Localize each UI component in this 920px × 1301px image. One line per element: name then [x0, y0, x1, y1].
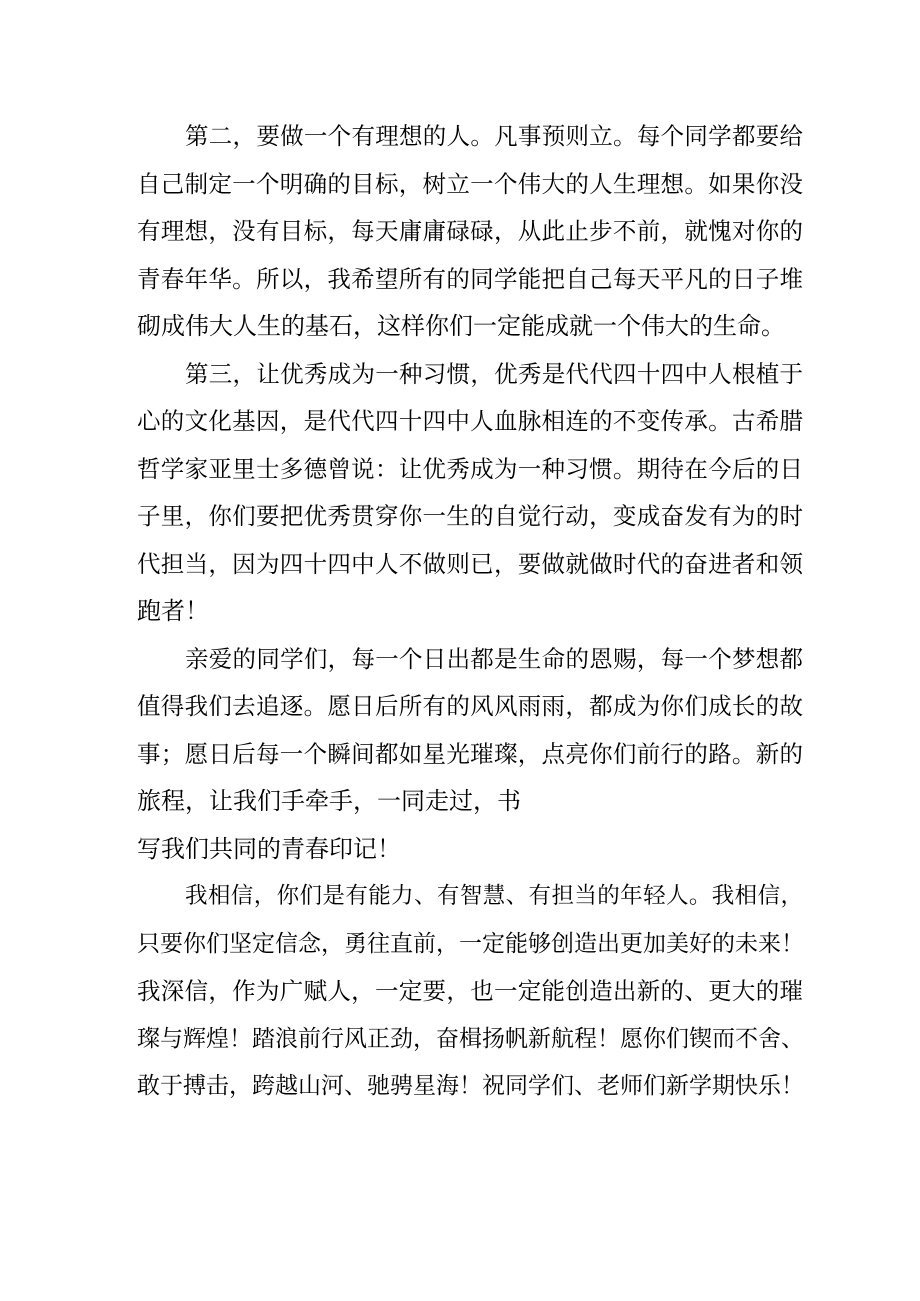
text-line: 我深信，作为广赋人，一定要，也一定能创造出新的、更大的璀 — [137, 977, 803, 1005]
text-line: 只要你们坚定信念，勇往直前，一定能够创造出更加美好的未来！ — [137, 930, 804, 957]
text-line: 子里，你们要把优秀贯穿你一生的自觉行动，变成奋发有为的时 — [137, 502, 803, 530]
text-line: 砌成伟大人生的基石，这样你们一定能成就一个伟大的生命。 — [137, 312, 785, 340]
text-line: 青春年华。所以，我希望所有的同学能把自己每天平凡的日子堆 — [137, 264, 803, 293]
text-line: 第二，要做一个有理想的人。凡事预则立。每个同学都要给 — [185, 122, 803, 150]
paragraph-belief — [137, 873, 803, 1111]
document-body — [137, 113, 803, 1111]
text-line: 亲爱的同学们，每一个日出都是生命的恩赐，每一个梦想都 — [185, 644, 803, 673]
paragraph-dear-students — [137, 636, 803, 874]
paragraph-ideals — [137, 113, 803, 351]
text-line: 心的文化基因，是代代四十四中人血脉相连的不变传承。古希腊 — [137, 407, 803, 435]
text-line: 代担当，因为四十四中人不做则已，要做就做时代的奋进者和领 — [137, 549, 803, 578]
text-line: 有理想，没有目标，每天庸庸碌碌，从此止步不前，就愧对你的 — [137, 217, 803, 245]
text-line: 跑者！ — [137, 597, 209, 625]
text-line: 璨与辉煌！踏浪前行风正劲，奋楫扬帆新航程！愿你们锲而不舍、 — [137, 1025, 804, 1052]
text-line: 自己制定一个明确的目标，树立一个伟大的人生理想。如果你没 — [137, 169, 803, 198]
text-line: 值得我们去追逐。愿日后所有的风风雨雨，都成为你们成长的故 — [137, 692, 803, 720]
text-line: 哲学家亚里士多德曾说：让优秀成为一种习惯。期待在今后的日 — [137, 454, 803, 483]
text-line: 写我们共同的青春印记！ — [137, 834, 401, 863]
text-line: 敢于搏击，跨越山河、驰骋星海！祝同学们、老师们新学期快乐！ — [137, 1073, 804, 1099]
text-line: 事；愿日后每一个瞬间都如星光璀璨，点亮你们前行的路。新的 — [137, 739, 803, 768]
text-line: 我相信，你们是有能力、有智慧、有担当的年轻人。我相信， — [185, 883, 803, 909]
text-line: 旅程，让我们手牵手，一同走过，书 — [137, 787, 521, 815]
text-line: 第三，让优秀成为一种习惯，优秀是代代四十四中人根植于 — [185, 359, 803, 388]
paragraph-excellence — [137, 351, 803, 636]
